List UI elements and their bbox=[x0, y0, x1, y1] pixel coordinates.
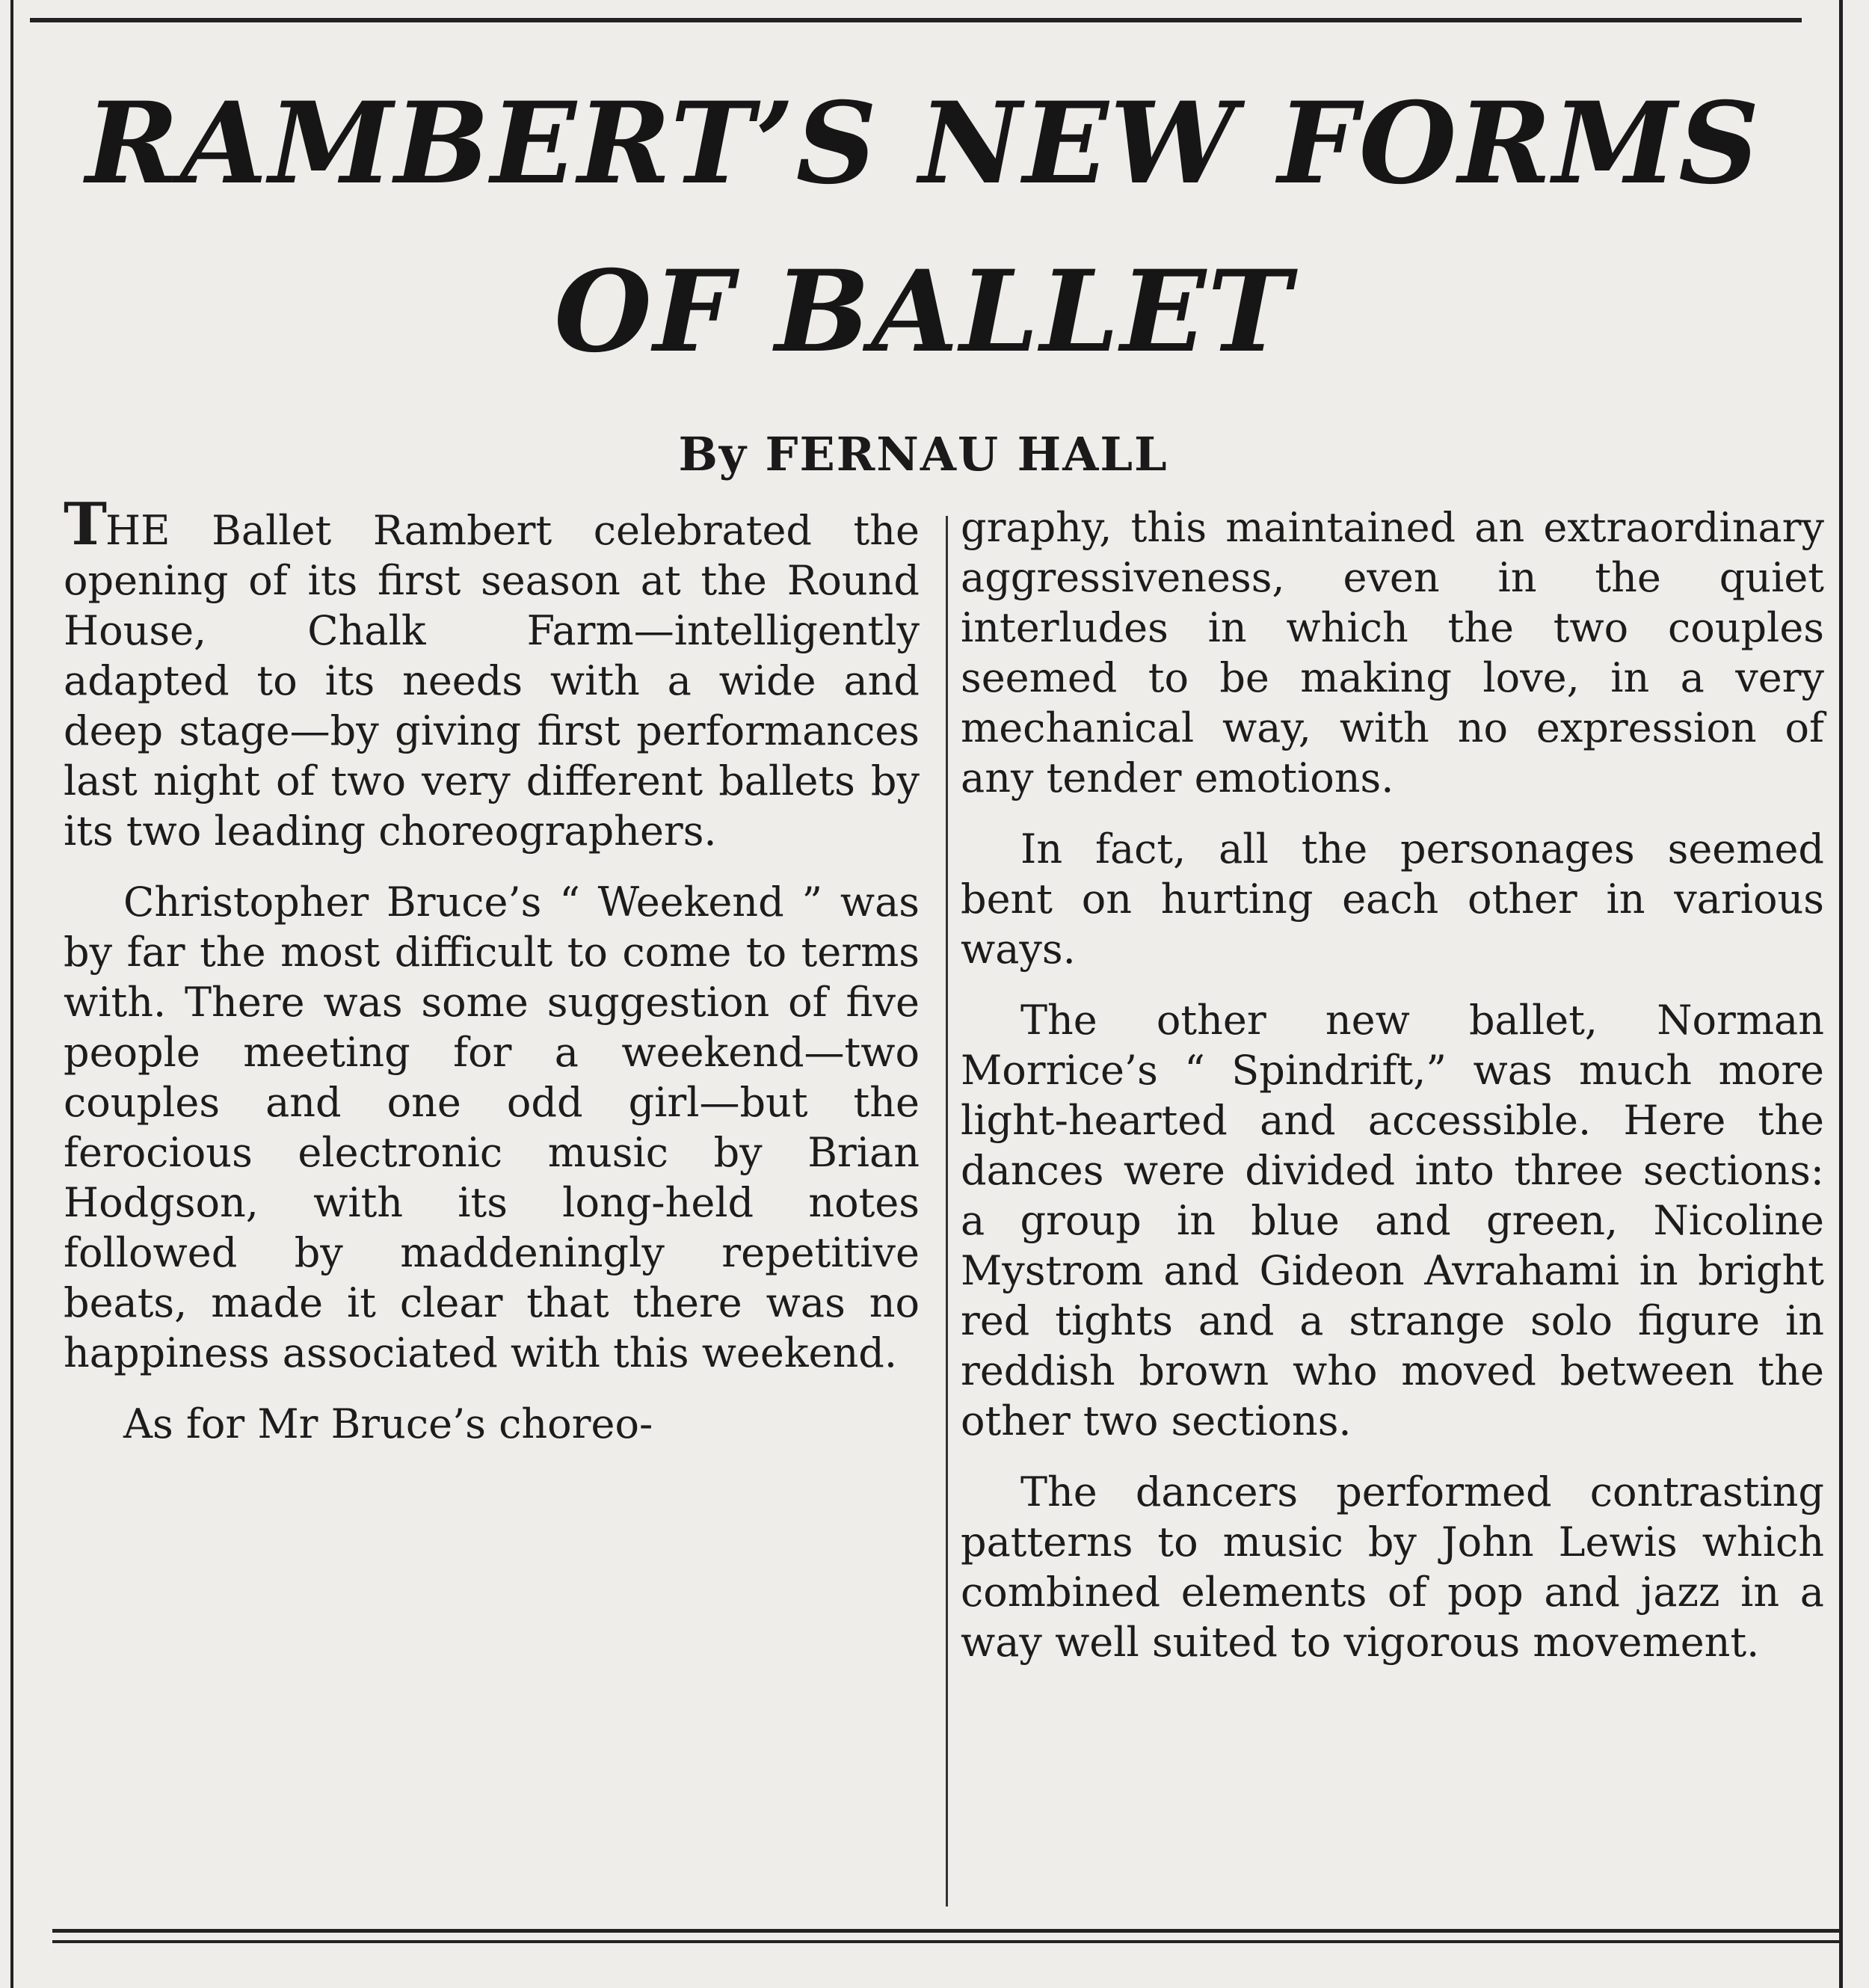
top-rule bbox=[30, 18, 1802, 22]
paragraph-2: Christopher Bruce’s “ Weekend ” was by far the most difficult to come to terms with. There was some suggestion of five people meeting for a weekend—two couples and one odd girl—but the ferocious electronic music by Brian Hodgson, with its long-held notes followed by maddeningly repetitive beats, made it clear that there was no happiness associated with this weekend. bbox=[64, 878, 920, 1376]
headline-line-1: RAMBERT’S NEW FORMS bbox=[85, 78, 1761, 209]
bottom-rule-second bbox=[52, 1940, 1839, 1943]
drop-cap: T bbox=[64, 490, 106, 558]
headline-line-2: OF BALLET bbox=[554, 246, 1293, 378]
column-divider bbox=[946, 516, 948, 1907]
paragraph-1 bbox=[64, 490, 920, 856]
byline: By FERNAU HALL bbox=[678, 427, 1168, 481]
bottom-rule bbox=[52, 1929, 1839, 1933]
paragraph-3: As for Mr Bruce’s choreo- bbox=[123, 1400, 653, 1447]
article-column-right bbox=[961, 502, 1824, 1688]
paragraph-4: graphy, this maintained an extraordinary aggressiveness, even in the quiet interludes in which the two couples seemed to be making love, in a very mechanical way, with no expression of any tender emotions. bbox=[961, 504, 1824, 801]
headline bbox=[45, 60, 1802, 396]
paragraph-6: The other new ballet, Norman Morrice’s “ Spindrift,” was much more light-hearted and accessible. Here the dances were divided into three sections: a group in blue and green, Nicoline Mystrom and Gideon Avrahami in bright red tights and a strange solo figure in reddish brown who moved between the other two sections. bbox=[961, 997, 1824, 1444]
right-border-rule bbox=[1839, 0, 1843, 1988]
paragraph-5: In fact, all the personages seemed bent on hurting each other in various ways. bbox=[961, 825, 1824, 973]
left-border-rule bbox=[10, 0, 13, 1988]
paragraph-1-text: HE Ballet Rambert celebrated the opening of its first season at the Round House, Chalk Farm—intelligently adapted to its needs with a wide and deep stage—by giving first performances last night of two very different ballets by its two leading choreographers. bbox=[64, 507, 920, 855]
paragraph-7: The dancers performed contrasting patterns to music by John Lewis which combined elements of pop and jazz in a way well suited to vigorous movement. bbox=[961, 1468, 1824, 1666]
article-column-left bbox=[64, 490, 920, 1470]
